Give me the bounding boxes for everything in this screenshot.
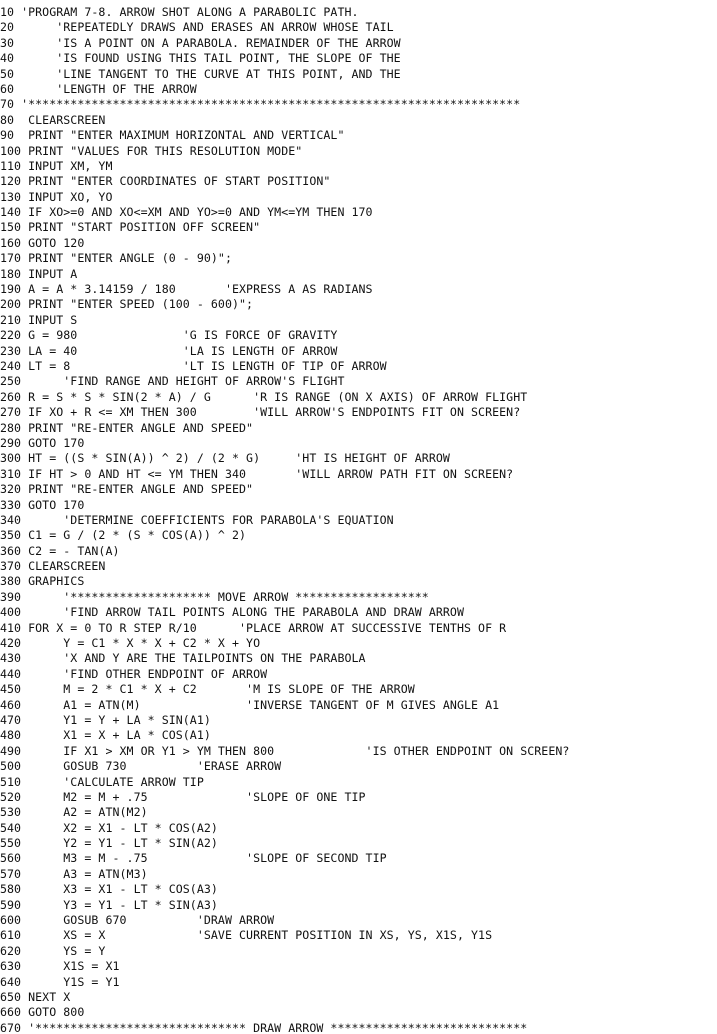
code-line: 550 Y2 = Y1 - LT * SIN(A2) bbox=[0, 836, 218, 851]
code-line: 70 '********************************************************************** bbox=[0, 97, 521, 112]
code-line: 250 'FIND RANGE AND HEIGHT OF ARROW'S FLIGHT bbox=[0, 374, 345, 389]
code-line: 160 GOTO 120 bbox=[0, 235, 85, 250]
code-line: 110 INPUT XM, YM bbox=[0, 158, 113, 173]
code-line: 530 A2 = ATN(M2) bbox=[0, 805, 148, 820]
code-line: 320 PRINT "RE-ENTER ANGLE AND SPEED" bbox=[0, 482, 254, 497]
code-line: 170 PRINT "ENTER ANGLE (0 - 90)"; bbox=[0, 251, 232, 266]
code-line: 480 X1 = X + LA * COS(A1) bbox=[0, 728, 211, 743]
code-line: 640 Y1S = Y1 bbox=[0, 974, 120, 989]
code-line: 520 M2 = M + .75 'SLOPE OF ONE TIP bbox=[0, 789, 366, 804]
code-line: 210 INPUT S bbox=[0, 312, 78, 327]
code-line: 190 A = A * 3.14159 / 180 'EXPRESS A AS RADIANS bbox=[0, 282, 373, 297]
code-line: 610 XS = X 'SAVE CURRENT POSITION IN XS, YS, X1S, Y1S bbox=[0, 928, 493, 943]
code-line: 400 'FIND ARROW TAIL POINTS ALONG THE PARABOLA AND DRAW ARROW bbox=[0, 605, 464, 620]
code-line: 260 R = S * S * SIN(2 * A) / G 'R IS RANGE (ON X AXIS) OF ARROW FLIGHT bbox=[0, 389, 528, 404]
code-line: 430 'X AND Y ARE THE TAILPOINTS ON THE PARABOLA bbox=[0, 651, 366, 666]
code-line: 220 G = 980 'G IS FORCE OF GRAVITY bbox=[0, 328, 338, 343]
code-line: 80 CLEARSCREEN bbox=[0, 112, 106, 127]
code-line: 100 PRINT "VALUES FOR THIS RESOLUTION MODE" bbox=[0, 143, 303, 158]
code-line: 650 NEXT X bbox=[0, 990, 71, 1004]
code-line: 420 Y = C1 * X * X + C2 * X + YO bbox=[0, 636, 261, 651]
code-line: 380 GRAPHICS bbox=[0, 574, 85, 589]
code-line: 10 'PROGRAM 7-8. ARROW SHOT ALONG A PARABOLIC PATH. bbox=[0, 5, 359, 19]
code-line: 360 C2 = - TAN(A) bbox=[0, 543, 120, 558]
code-line: 580 X3 = X1 - LT * COS(A3) bbox=[0, 882, 218, 897]
code-line: 140 IF XO>=0 AND XO<=XM AND YO>=0 AND YM<=YM THEN 170 bbox=[0, 205, 373, 220]
code-line: 660 GOTO 800 bbox=[0, 1005, 85, 1020]
code-line: 90 PRINT "ENTER MAXIMUM HORIZONTAL AND VERTICAL" bbox=[0, 128, 345, 143]
code-line: 540 X2 = X1 - LT * COS(A2) bbox=[0, 820, 218, 835]
code-line: 60 'LENGTH OF THE ARROW bbox=[0, 81, 197, 96]
code-line: 490 IF X1 > XM OR Y1 > YM THEN 800 'IS OTHER ENDPOINT ON SCREEN? bbox=[0, 743, 570, 758]
code-line: 30 'IS A POINT ON A PARABOLA. REMAINDER OF THE ARROW bbox=[0, 35, 401, 50]
code-line: 230 LA = 40 'LA IS LENGTH OF ARROW bbox=[0, 343, 338, 358]
code-line: 620 YS = Y bbox=[0, 943, 106, 958]
code-line: 20 'REPEATEDLY DRAWS AND ERASES AN ARROW WHOSE TAIL bbox=[0, 20, 394, 35]
code-line: 240 LT = 8 'LT IS LENGTH OF TIP OF ARROW bbox=[0, 358, 387, 373]
code-line: 560 M3 = M - .75 'SLOPE OF SECOND TIP bbox=[0, 851, 387, 866]
code-line: 50 'LINE TANGENT TO THE CURVE AT THIS POINT, AND THE bbox=[0, 66, 401, 81]
code-line: 180 INPUT A bbox=[0, 266, 78, 281]
code-line: 150 PRINT "START POSITION OFF SCREEN" bbox=[0, 220, 261, 235]
code-line: 40 'IS FOUND USING THIS TAIL POINT, THE SLOPE OF THE bbox=[0, 51, 401, 66]
code-line: 670 '****************************** DRAW ARROW **************************** bbox=[0, 1020, 528, 1034]
code-line: 130 INPUT XO, YO bbox=[0, 189, 113, 204]
code-line: 270 IF XO + R <= XM THEN 300 'WILL ARROW'S ENDPOINTS FIT ON SCREEN? bbox=[0, 405, 521, 420]
code-line: 290 GOTO 170 bbox=[0, 435, 85, 450]
code-line: 630 X1S = X1 bbox=[0, 959, 120, 974]
code-line: 200 PRINT "ENTER SPEED (100 - 600)"; bbox=[0, 297, 254, 312]
code-line: 390 '******************** MOVE ARROW ******************* bbox=[0, 589, 429, 604]
code-line: 600 GOSUB 670 'DRAW ARROW bbox=[0, 913, 275, 928]
code-line: 500 GOSUB 730 'ERASE ARROW bbox=[0, 759, 282, 774]
code-line: 370 CLEARSCREEN bbox=[0, 559, 106, 574]
code-line: 590 Y3 = Y1 - LT * SIN(A3) bbox=[0, 897, 218, 912]
code-line: 350 C1 = G / (2 * (S * COS(A)) ^ 2) bbox=[0, 528, 247, 543]
code-line: 340 'DETERMINE COEFFICIENTS FOR PARABOLA'S EQUATION bbox=[0, 512, 394, 527]
code-line: 280 PRINT "RE-ENTER ANGLE AND SPEED" bbox=[0, 420, 254, 435]
code-line: 330 GOTO 170 bbox=[0, 497, 85, 512]
code-line: 310 IF HT > 0 AND HT <= YM THEN 340 'WILL ARROW PATH FIT ON SCREEN? bbox=[0, 466, 514, 481]
code-line: 300 HT = ((S * SIN(A)) ^ 2) / (2 * G) 'HT IS HEIGHT OF ARROW bbox=[0, 451, 450, 466]
code-line: 450 M = 2 * C1 * X + C2 'M IS SLOPE OF THE ARROW bbox=[0, 682, 415, 697]
code-line: 440 'FIND OTHER ENDPOINT OF ARROW bbox=[0, 666, 268, 681]
code-line: 120 PRINT "ENTER COORDINATES OF START POSITION" bbox=[0, 174, 331, 189]
code-line: 460 A1 = ATN(M) 'INVERSE TANGENT OF M GIVES ANGLE A1 bbox=[0, 697, 500, 712]
code-line: 510 'CALCULATE ARROW TIP bbox=[0, 774, 204, 789]
code-line: 470 Y1 = Y + LA * SIN(A1) bbox=[0, 712, 211, 727]
code-line: 410 FOR X = 0 TO R STEP R/10 'PLACE ARROW AT SUCCESSIVE TENTHS OF R bbox=[0, 620, 507, 635]
code-line: 570 A3 = ATN(M3) bbox=[0, 866, 148, 881]
